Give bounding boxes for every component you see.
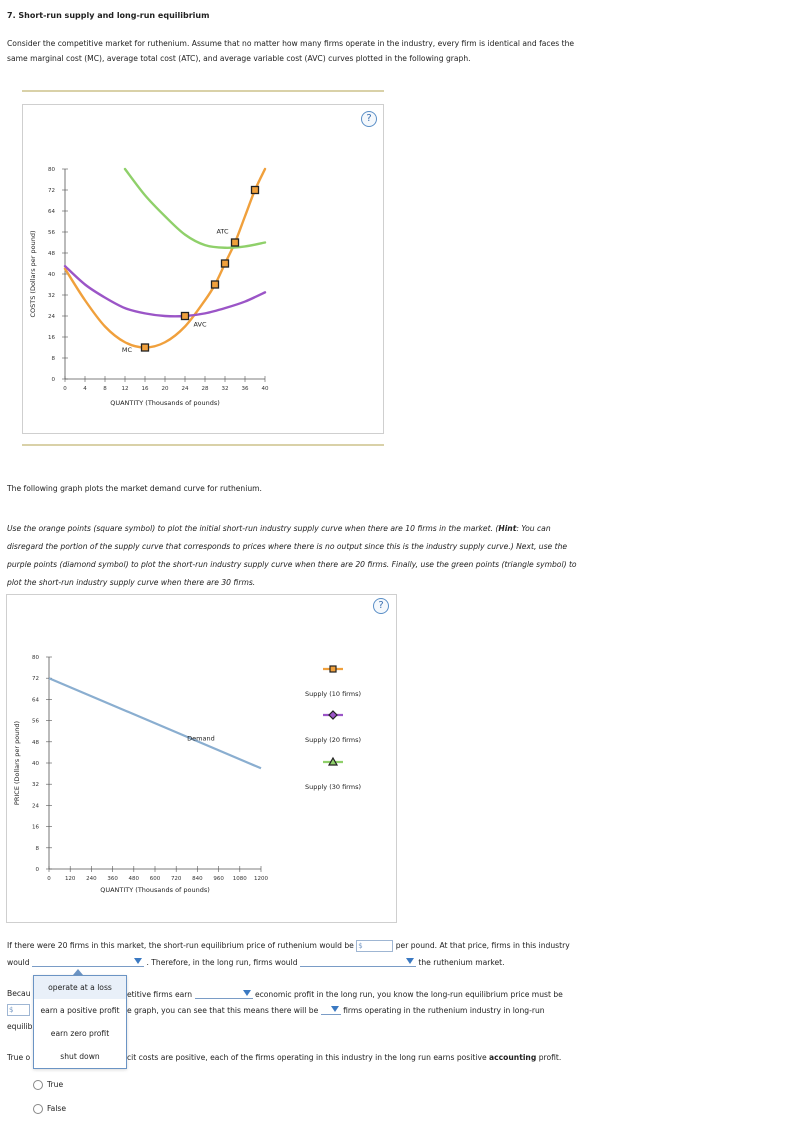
instructions-line-3: purple points (diamond symbol) to plot the short-run industry supply curve when there are 20 firms. Finally, use the green points (triangle symbol) to [7,560,577,569]
y-tick-label: 0 [51,377,55,383]
y-axis-label: COSTS (Dollars per pound) [29,230,37,318]
cost-curves-chart [23,105,383,433]
q3-text-c: profit. [538,1053,562,1062]
x-tick-label: 600 [149,876,161,882]
x-tick-label: 720 [170,876,182,882]
x-tick-label: 24 [181,386,189,392]
q2-text-f: equilib [7,1022,33,1031]
y-tick-label: 48 [48,251,55,257]
curve-avc [65,266,265,316]
y-tick-label: 0 [35,867,39,873]
y-tick-label: 64 [48,209,55,215]
y-axis-label: PRICE (Dollars per pound) [13,720,21,806]
legend-supply-20-label: Supply (20 firms) [305,736,361,744]
q1-longrun-dropdown[interactable] [300,957,416,967]
intro-text [7,36,777,66]
q1-text-e: the ruthenium market. [418,958,505,967]
q1-price-input[interactable]: $ [356,940,393,952]
x-tick-label: 40 [261,386,269,392]
radio-false-label: False [47,1104,67,1113]
radio-true[interactable] [33,1080,43,1090]
chevron-down-icon [243,990,251,996]
q3-accounting-bold: accounting [489,1053,537,1062]
x-tick-label: 0 [47,876,51,882]
y-tick-label: 72 [48,188,55,194]
q2-text-d: e graph, you can see that this means there will be [127,1006,319,1015]
question-2-line-1 [127,989,563,999]
q2-text-c: economic profit in the long run, you know the long-run equilibrium price must be [254,990,563,999]
chevron-down-icon [134,958,142,964]
y-tick-label: 8 [51,356,55,362]
market-graph-panel [6,594,397,923]
chevron-down-icon [331,1006,339,1012]
avc-label: AVC [193,320,207,329]
curve-mc [65,169,265,348]
intro-line-2: same marginal cost (MC), average total cost (ATC), and average variable cost (AVC) curves plotted in the following graph. [7,54,471,63]
intro-line-1: Consider the competitive market for ruthenium. Assume that no matter how many firms operate in the industry, every firm is identical and faces the [7,39,575,48]
question-3-line [127,1053,561,1062]
radio-true-label: True [47,1080,64,1089]
y-tick-label: 56 [48,230,55,236]
x-axis-label: QUANTITY (Thousands of pounds) [110,399,220,407]
legend-supply-20-marker [329,711,337,719]
q3-text-a: True o [7,1053,31,1062]
x-tick-label: 1080 [232,876,247,882]
q2-firms-dropdown[interactable] [321,1005,341,1015]
x-axis-label: QUANTITY (Thousands of pounds) [100,886,210,894]
x-tick-label: 960 [213,876,224,882]
legend-supply-30-label: Supply (30 firms) [305,783,361,791]
instructions-line-4: plot the short-run industry supply curve when there are 30 firms. [7,578,256,587]
dropdown-option-positive-profit[interactable]: earn a positive profit [40,1006,120,1015]
mc-point-marker [212,281,219,288]
question-title: 7. Short-run supply and long-run equilibrium [7,11,210,20]
radio-false[interactable] [33,1104,43,1114]
mc-point-marker [222,260,229,267]
q2-text-e: firms operating in the ruthenium industry in long-run [343,1006,545,1015]
mc-point-marker [232,239,239,246]
y-tick-label: 16 [32,824,39,831]
cost-graph-panel [22,104,384,434]
x-tick-label: 16 [141,386,149,392]
instructions-line-2: disregard the portion of the supply curve that corresponds to prices where there is no output since this is the industry supply curve.) Next, use the [7,542,568,551]
x-tick-label: 4 [83,386,87,392]
market-demand-chart [7,595,396,922]
q2-price-input[interactable]: $ [7,1004,30,1016]
q1-profit-dropdown[interactable] [32,957,144,967]
q1-text-d: . Therefore, in the long run, firms would [146,958,298,967]
dropdown-option-zero-profit[interactable]: earn zero profit [50,1029,110,1038]
y-tick-label: 80 [32,655,39,661]
instructions-line-1 [7,520,777,538]
profit-dropdown-menu [33,975,127,1069]
q2-text-a: Becau [7,989,31,998]
y-tick-label: 80 [48,167,55,173]
x-tick-label: 28 [201,386,209,392]
x-tick-label: 120 [64,876,76,882]
y-tick-label: 40 [48,272,55,278]
mc-point-marker [252,187,259,194]
instructions [7,520,777,592]
help-icon-2[interactable]: ? [373,598,389,614]
y-tick-label: 8 [35,845,39,852]
question-2-line-2 [127,1005,545,1015]
q1-text-a: If there were 20 firms in this market, the short-run equilibrium price of ruthenium would be [7,941,354,950]
x-tick-label: 1200 [254,876,268,882]
x-tick-label: 20 [161,386,169,392]
x-tick-label: 8 [103,386,107,392]
x-tick-label: 0 [63,386,67,392]
demand-intro: The following graph plots the market demand curve for ruthenium. [7,484,262,493]
graph1-top-rule [22,90,384,92]
y-tick-label: 64 [32,697,39,704]
atc-label: ATC [216,227,229,236]
mc-point-marker [142,344,149,351]
x-tick-label: 840 [192,876,203,882]
question-1-line-1 [7,940,570,952]
q2-text-b: etitive firms earn [127,990,193,999]
instructions-line-1a: Use the orange points (square symbol) to plot the initial short-run industry supply curve when there are 10 firms in the market. ( [7,524,499,533]
y-tick-label: 40 [32,761,39,767]
chevron-down-icon [406,958,414,964]
mc-label: MC [121,346,132,355]
x-tick-label: 32 [221,386,229,392]
y-tick-label: 32 [32,782,39,789]
graph1-bottom-rule [22,444,384,446]
curve-atc [125,169,265,248]
x-tick-label: 240 [86,876,97,882]
q1-text-b: per pound. At that price, firms in this industry [395,941,570,950]
q1-text-c: would [7,958,30,967]
x-tick-label: 12 [121,386,129,392]
q2-profit-dropdown[interactable] [195,989,253,999]
question-1-line-2 [7,957,505,967]
y-tick-label: 32 [48,293,55,299]
y-tick-label: 72 [32,676,39,683]
help-icon[interactable]: ? [361,111,377,127]
q3-text-b: cit costs are positive, each of the firms operating in this industry in the long run earns positive [127,1053,487,1062]
legend-supply-10-label: Supply (10 firms) [305,690,361,698]
x-tick-label: 36 [241,386,249,392]
y-tick-label: 24 [48,314,55,320]
dropdown-option-shut-down[interactable]: shut down [60,1052,100,1061]
hint-label: Hint [498,524,517,533]
demand-curve [49,678,261,768]
x-tick-label: 360 [107,876,118,882]
legend-supply-10-marker [330,666,336,672]
y-tick-label: 48 [32,739,39,746]
dropdown-option-operate-at-loss[interactable]: operate at a loss [34,976,126,999]
y-tick-label: 16 [48,335,55,341]
y-tick-label: 56 [32,718,39,725]
x-tick-label: 480 [128,876,140,882]
instructions-line-1b: : You can [516,524,551,533]
demand-label: Demand [187,734,215,743]
y-tick-label: 24 [32,803,39,810]
mc-point-marker [182,313,189,320]
